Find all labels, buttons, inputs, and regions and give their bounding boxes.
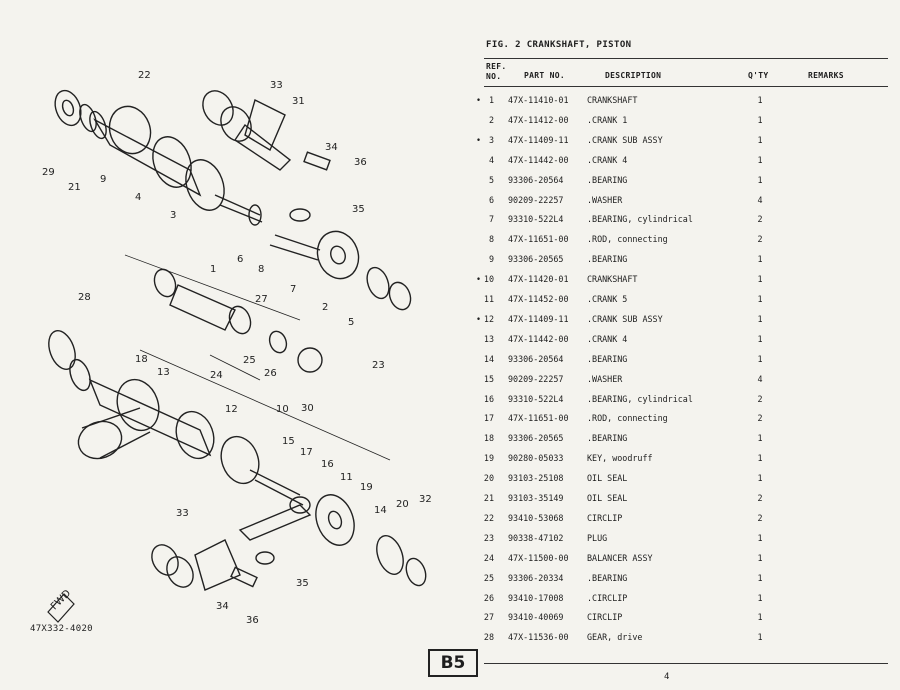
cell-qty: 2 (757, 234, 763, 245)
figure-title: FIG. 2 CRANKSHAFT, PISTON (486, 40, 632, 50)
callout-number: 8 (258, 264, 265, 275)
table-row (470, 632, 890, 652)
cell-star: • (476, 95, 482, 105)
callout-number: 10 (276, 404, 289, 415)
callout-number: 32 (419, 494, 432, 505)
table-row (470, 334, 890, 354)
cell-desc: .BEARING (587, 572, 628, 583)
table-row (470, 254, 890, 274)
cell-qty: 2 (757, 512, 763, 523)
diagram-code: 47X332-4020 (30, 624, 93, 634)
cell-ref: 22 (483, 512, 494, 523)
table-row (470, 195, 890, 215)
cell-part: 47X-11409-11 (508, 313, 569, 324)
cell-qty: 4 (757, 194, 763, 205)
cell-part: 90338-47102 (508, 532, 564, 543)
cell-ref: 8 (488, 234, 494, 245)
callout-number: 31 (292, 96, 305, 107)
table-row (470, 274, 890, 294)
cell-qty: 1 (757, 473, 763, 484)
callout-number: 17 (300, 447, 313, 458)
table-row (470, 155, 890, 175)
callout-number: 15 (282, 436, 295, 447)
callout-number: 33 (270, 80, 283, 91)
callout-number: 5 (348, 317, 355, 328)
cell-desc: .CRANK SUB ASSY (587, 313, 663, 324)
callout-number: 3 (170, 210, 177, 221)
callout-number: 34 (216, 601, 229, 612)
cell-ref: 27 (483, 612, 494, 623)
cell-qty: 1 (757, 114, 763, 125)
cell-desc: CIRCLIP (587, 612, 623, 623)
callout-number: 25 (243, 355, 256, 366)
cell-desc: PLUG (587, 532, 608, 543)
cell-qty: 1 (757, 612, 763, 623)
cell-ref: 5 (488, 174, 494, 185)
cell-part: 47X-11651-00 (508, 413, 569, 424)
callout-number: 36 (246, 615, 259, 626)
cell-ref: 15 (483, 373, 494, 384)
cell-ref: 10 (483, 274, 494, 285)
cell-desc: .WASHER (587, 194, 623, 205)
cell-ref: 24 (483, 552, 494, 563)
table-row (470, 433, 890, 453)
col-ref: REF. NO. (486, 62, 507, 81)
table-row (470, 175, 890, 195)
cell-desc: .WASHER (587, 373, 623, 384)
cell-ref: 25 (483, 572, 494, 583)
cell-qty: 1 (757, 154, 763, 165)
cell-desc: BALANCER ASSY (587, 552, 653, 563)
cell-ref: 3 (488, 134, 494, 145)
cell-part: 47X-11500-00 (508, 552, 569, 563)
cell-ref: 6 (488, 194, 494, 205)
callout-number: 29 (42, 167, 55, 178)
callout-number: 11 (340, 472, 353, 483)
cell-desc: CIRCLIP (587, 512, 623, 523)
table-row (470, 214, 890, 234)
cell-part: 47X-11412-00 (508, 114, 569, 125)
cell-qty: 1 (757, 134, 763, 145)
cell-part: 93306-20334 (508, 572, 564, 583)
cell-qty: 1 (757, 333, 763, 344)
table-row (470, 314, 890, 334)
cell-part: 47X-11409-11 (508, 134, 569, 145)
cell-part: 93310-522L4 (508, 214, 564, 225)
cell-qty: 1 (757, 552, 763, 563)
cell-qty: 1 (757, 294, 763, 304)
fwd-label: FWD (48, 588, 74, 613)
cell-ref: 1 (488, 95, 494, 105)
cell-part: 90209-22257 (508, 373, 564, 384)
callout-number: 9 (100, 174, 107, 185)
cell-qty: 1 (757, 433, 763, 444)
callout-number: 30 (301, 403, 314, 414)
upper-crankshaft-drawing (51, 85, 415, 372)
cell-desc: CRANKSHAFT (587, 95, 638, 105)
page-number: 4 (664, 672, 670, 682)
cell-ref: 14 (483, 353, 494, 364)
cell-qty: 1 (757, 453, 763, 464)
cell-star: • (476, 134, 482, 145)
cell-desc: GEAR, drive (587, 632, 643, 643)
page-tag: B5 (428, 649, 478, 677)
cell-part: 47X-11442-00 (508, 333, 569, 344)
cell-part: 47X-11442-00 (508, 154, 569, 165)
cell-ref: 21 (483, 493, 494, 503)
cell-desc: .BEARING, cylindrical (587, 214, 693, 225)
footer-rule (484, 663, 888, 664)
cell-desc: .ROD, connecting (587, 413, 668, 424)
cell-ref: 9 (488, 254, 494, 265)
cell-qty: 1 (757, 174, 763, 185)
cell-part: 47X-11420-01 (508, 274, 569, 285)
callout-number: 36 (354, 157, 367, 168)
header-rule-top (484, 58, 888, 59)
table-row (470, 593, 890, 613)
cell-part: 93306-20564 (508, 174, 564, 185)
callout-number: 1 (210, 264, 217, 275)
cell-part: 90209-22257 (508, 194, 564, 205)
callout-number: 13 (157, 367, 170, 378)
cell-desc: .CIRCLIP (587, 592, 628, 603)
callout-number: 35 (296, 578, 309, 589)
cell-desc: .CRANK 1 (587, 114, 628, 125)
cell-ref: 2 (488, 114, 494, 125)
cell-qty: 1 (757, 353, 763, 364)
table-row (470, 394, 890, 414)
table-row (470, 473, 890, 493)
cell-qty: 1 (757, 313, 763, 324)
cell-qty: 1 (757, 632, 763, 643)
cell-part: 90280-05033 (508, 453, 564, 464)
bracket-lines (125, 255, 390, 460)
cell-part: 93410-40069 (508, 612, 564, 623)
cell-desc: .ROD, connecting (587, 234, 668, 245)
cell-qty: 2 (757, 493, 763, 503)
table-row (470, 413, 890, 433)
col-qty: Q'TY (748, 71, 769, 80)
callout-number: 22 (138, 70, 151, 81)
cell-qty: 1 (757, 95, 763, 105)
cell-desc: .CRANK 5 (587, 294, 628, 304)
cell-qty: 1 (757, 592, 763, 603)
callout-number: 35 (352, 204, 365, 215)
callout-number: 2 (322, 302, 329, 313)
cell-qty: 1 (757, 532, 763, 543)
cell-desc: .BEARING (587, 254, 628, 265)
cell-desc: .BEARING (587, 174, 628, 185)
cell-ref: 28 (483, 632, 494, 643)
callout-number: 28 (78, 292, 91, 303)
cell-desc: .BEARING (587, 433, 628, 444)
table-row (470, 533, 890, 553)
callout-number: 21 (68, 182, 81, 193)
cell-part: 93103-25108 (508, 473, 564, 484)
col-desc: DESCRIPTION (605, 71, 662, 80)
cell-ref: 19 (483, 453, 494, 464)
cell-part: 47X-11651-00 (508, 234, 569, 245)
header-rule-bottom (484, 86, 888, 87)
callout-number: 6 (237, 254, 244, 265)
cell-desc: .CRANK 4 (587, 154, 628, 165)
cell-part: 93103-35149 (508, 493, 564, 503)
callout-number: 14 (374, 505, 387, 516)
cell-ref: 11 (483, 294, 494, 304)
cell-qty: 4 (757, 373, 763, 384)
table-row (470, 95, 890, 115)
callout-number: 16 (321, 459, 334, 470)
table-row (470, 612, 890, 632)
cell-star: • (476, 313, 482, 324)
fwd-arrow-icon (48, 588, 74, 622)
table-row (470, 573, 890, 593)
cell-ref: 18 (483, 433, 494, 444)
exploded-view-diagram (0, 40, 470, 650)
cell-ref: 13 (483, 333, 494, 344)
callout-number: 7 (290, 284, 297, 295)
cell-part: 47X-11536-00 (508, 632, 569, 643)
callout-number: 26 (264, 368, 277, 379)
col-remarks: REMARKS (808, 71, 844, 80)
cell-ref: 16 (483, 393, 494, 404)
cell-desc: .CRANK 4 (587, 333, 628, 344)
cell-star: • (476, 274, 482, 285)
callout-number: 27 (255, 294, 268, 305)
cell-part: 93310-522L4 (508, 393, 564, 404)
cell-ref: 7 (488, 214, 494, 225)
cell-qty: 2 (757, 214, 763, 225)
callout-number: 23 (372, 360, 385, 371)
table-row (470, 234, 890, 254)
cell-desc: KEY, woodruff (587, 453, 653, 464)
cell-ref: 20 (483, 473, 494, 484)
table-row (470, 294, 890, 314)
cell-qty: 1 (757, 254, 763, 265)
cell-qty: 1 (757, 274, 763, 285)
callout-number: 33 (176, 508, 189, 519)
callout-number: 20 (396, 499, 409, 510)
cell-part: 93410-17008 (508, 592, 564, 603)
cell-qty: 2 (757, 393, 763, 404)
callout-number: 12 (225, 404, 238, 415)
cell-qty: 2 (757, 413, 763, 424)
callout-number: 19 (360, 482, 373, 493)
cell-ref: 4 (488, 154, 494, 165)
table-row (470, 135, 890, 155)
cell-desc: OIL SEAL (587, 473, 628, 484)
col-part: PART NO. (524, 71, 565, 80)
cell-ref: 26 (483, 592, 494, 603)
cell-ref: 23 (483, 532, 494, 543)
cell-ref: 17 (483, 413, 494, 424)
callout-number: 4 (135, 192, 142, 203)
cell-desc: OIL SEAL (587, 493, 628, 503)
table-row (470, 115, 890, 135)
cell-part: 93306-20565 (508, 433, 564, 444)
table-row (470, 374, 890, 394)
cell-qty: 1 (757, 572, 763, 583)
table-row (470, 354, 890, 374)
cell-desc: .CRANK SUB ASSY (587, 134, 663, 145)
cell-desc: .BEARING (587, 353, 628, 364)
callout-number: 24 (210, 370, 223, 381)
table-row (470, 493, 890, 513)
callout-number: 34 (325, 142, 338, 153)
table-row (470, 453, 890, 473)
table-row (470, 553, 890, 573)
cell-part: 93410-53068 (508, 512, 564, 523)
cell-part: 93306-20565 (508, 254, 564, 265)
cell-desc: CRANKSHAFT (587, 274, 638, 285)
callout-numbers (42, 70, 432, 626)
cell-desc: .BEARING, cylindrical (587, 393, 693, 404)
cell-ref: 12 (483, 313, 494, 324)
cell-part: 93306-20564 (508, 353, 564, 364)
cell-part: 47X-11452-00 (508, 294, 569, 304)
callout-number: 18 (135, 354, 148, 365)
cell-part: 47X-11410-01 (508, 95, 569, 105)
table-row (470, 513, 890, 533)
